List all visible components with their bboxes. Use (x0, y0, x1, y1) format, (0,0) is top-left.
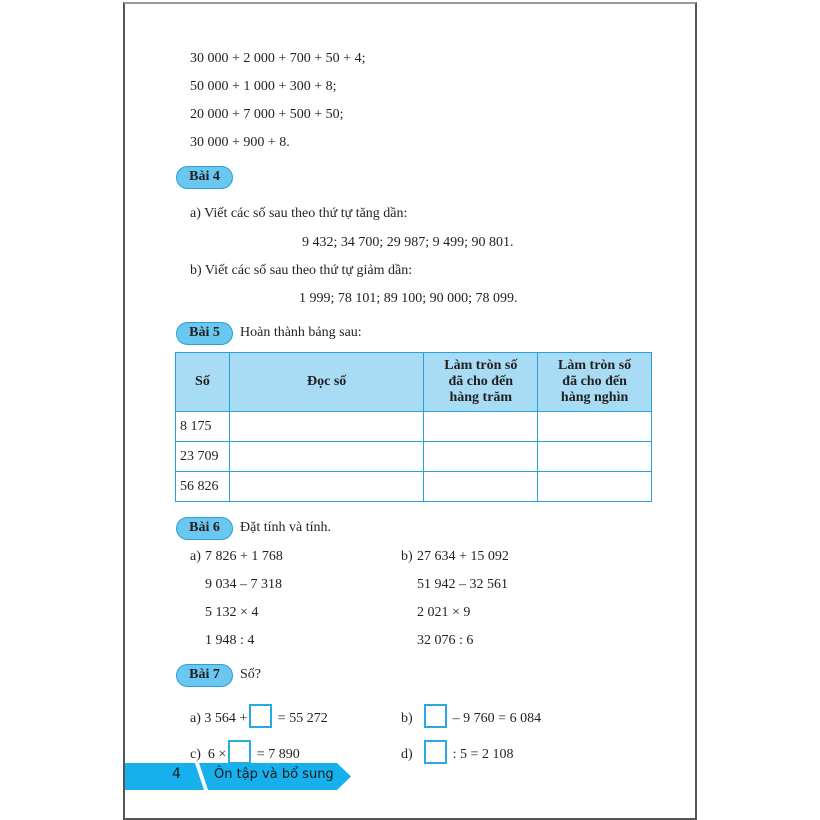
answer-box[interactable] (424, 704, 447, 728)
table-row (176, 472, 652, 502)
expression-line: 30 000 + 900 + 8. (190, 135, 290, 150)
expression-line: 30 000 + 2 000 + 700 + 50 + 4; (190, 51, 366, 66)
bai7-a: a) 3 564 + = 55 272 (190, 704, 328, 728)
calc-b-3: 2 021 × 9 (417, 605, 471, 620)
calc-a-3: 5 132 × 4 (205, 605, 259, 620)
header-so: Số (176, 353, 230, 412)
calc-b-4: 32 076 : 6 (417, 633, 474, 648)
bai7-prompt: Số? (240, 667, 261, 682)
bai4-a-numbers: 9 432; 34 700; 29 987; 9 499; 90 801. (302, 235, 514, 250)
calc-b-1: 27 634 + 15 092 (417, 549, 509, 564)
cell-round-hundred[interactable] (424, 442, 538, 472)
cell-round-thousand[interactable] (538, 472, 652, 502)
cell-reading[interactable] (229, 472, 424, 502)
bai7-b: b) – 9 760 = 6 084 (401, 704, 541, 728)
header-round-thousand: Làm tròn số đã cho đến hàng nghìn (538, 353, 652, 412)
expression-line: 50 000 + 1 000 + 300 + 8; (190, 79, 337, 94)
bai5-prompt: Hoàn thành bảng sau: (240, 325, 362, 340)
page-number: 4 (172, 766, 181, 782)
rounding-table (175, 352, 652, 502)
cell-number: 8 175 (176, 412, 230, 442)
cell-round-thousand[interactable] (538, 442, 652, 472)
exercise-badge-4: Bài 4 (176, 166, 233, 189)
table-row (176, 442, 652, 472)
header-round-hundred: Làm tròn số đã cho đến hàng trăm (424, 353, 538, 412)
answer-box[interactable] (249, 704, 272, 728)
expression-line: 20 000 + 7 000 + 500 + 50; (190, 107, 344, 122)
bai7-c: c) 6 × = 7 890 (190, 740, 300, 764)
header-doc-so: Đọc số (229, 353, 424, 412)
answer-box[interactable] (228, 740, 251, 764)
cell-reading[interactable] (229, 412, 424, 442)
section-title: Ôn tập và bổ sung (214, 767, 334, 782)
calc-a-2: 9 034 – 7 318 (205, 577, 282, 592)
exercise-badge-5: Bài 5 (176, 322, 233, 345)
bai7-d: d) : 5 = 2 108 (401, 740, 513, 764)
bai4-a-prompt: a) Viết các số sau theo thứ tự tăng dần: (190, 206, 408, 221)
calc-a-4: 1 948 : 4 (205, 633, 255, 648)
cell-round-hundred[interactable] (424, 472, 538, 502)
exercise-badge-6: Bài 6 (176, 517, 233, 540)
bai6-b-label: b) (401, 549, 413, 564)
bai4-b-numbers: 1 999; 78 101; 89 100; 90 000; 78 099. (299, 291, 518, 306)
cell-number: 56 826 (176, 472, 230, 502)
cell-round-thousand[interactable] (538, 412, 652, 442)
table-row (176, 412, 652, 442)
cell-round-hundred[interactable] (424, 412, 538, 442)
calc-a-1: 7 826 + 1 768 (205, 549, 283, 564)
bai6-prompt: Đặt tính và tính. (240, 520, 331, 535)
bai6-a-label: a) (190, 549, 201, 564)
calc-b-2: 51 942 – 32 561 (417, 577, 508, 592)
answer-box[interactable] (424, 740, 447, 764)
table-header-row (176, 353, 652, 412)
cell-number: 23 709 (176, 442, 230, 472)
page-footer-banner (125, 763, 352, 790)
cell-reading[interactable] (229, 442, 424, 472)
exercise-badge-7: Bài 7 (176, 664, 233, 687)
bai4-b-prompt: b) Viết các số sau theo thứ tự giảm dần: (190, 263, 413, 278)
